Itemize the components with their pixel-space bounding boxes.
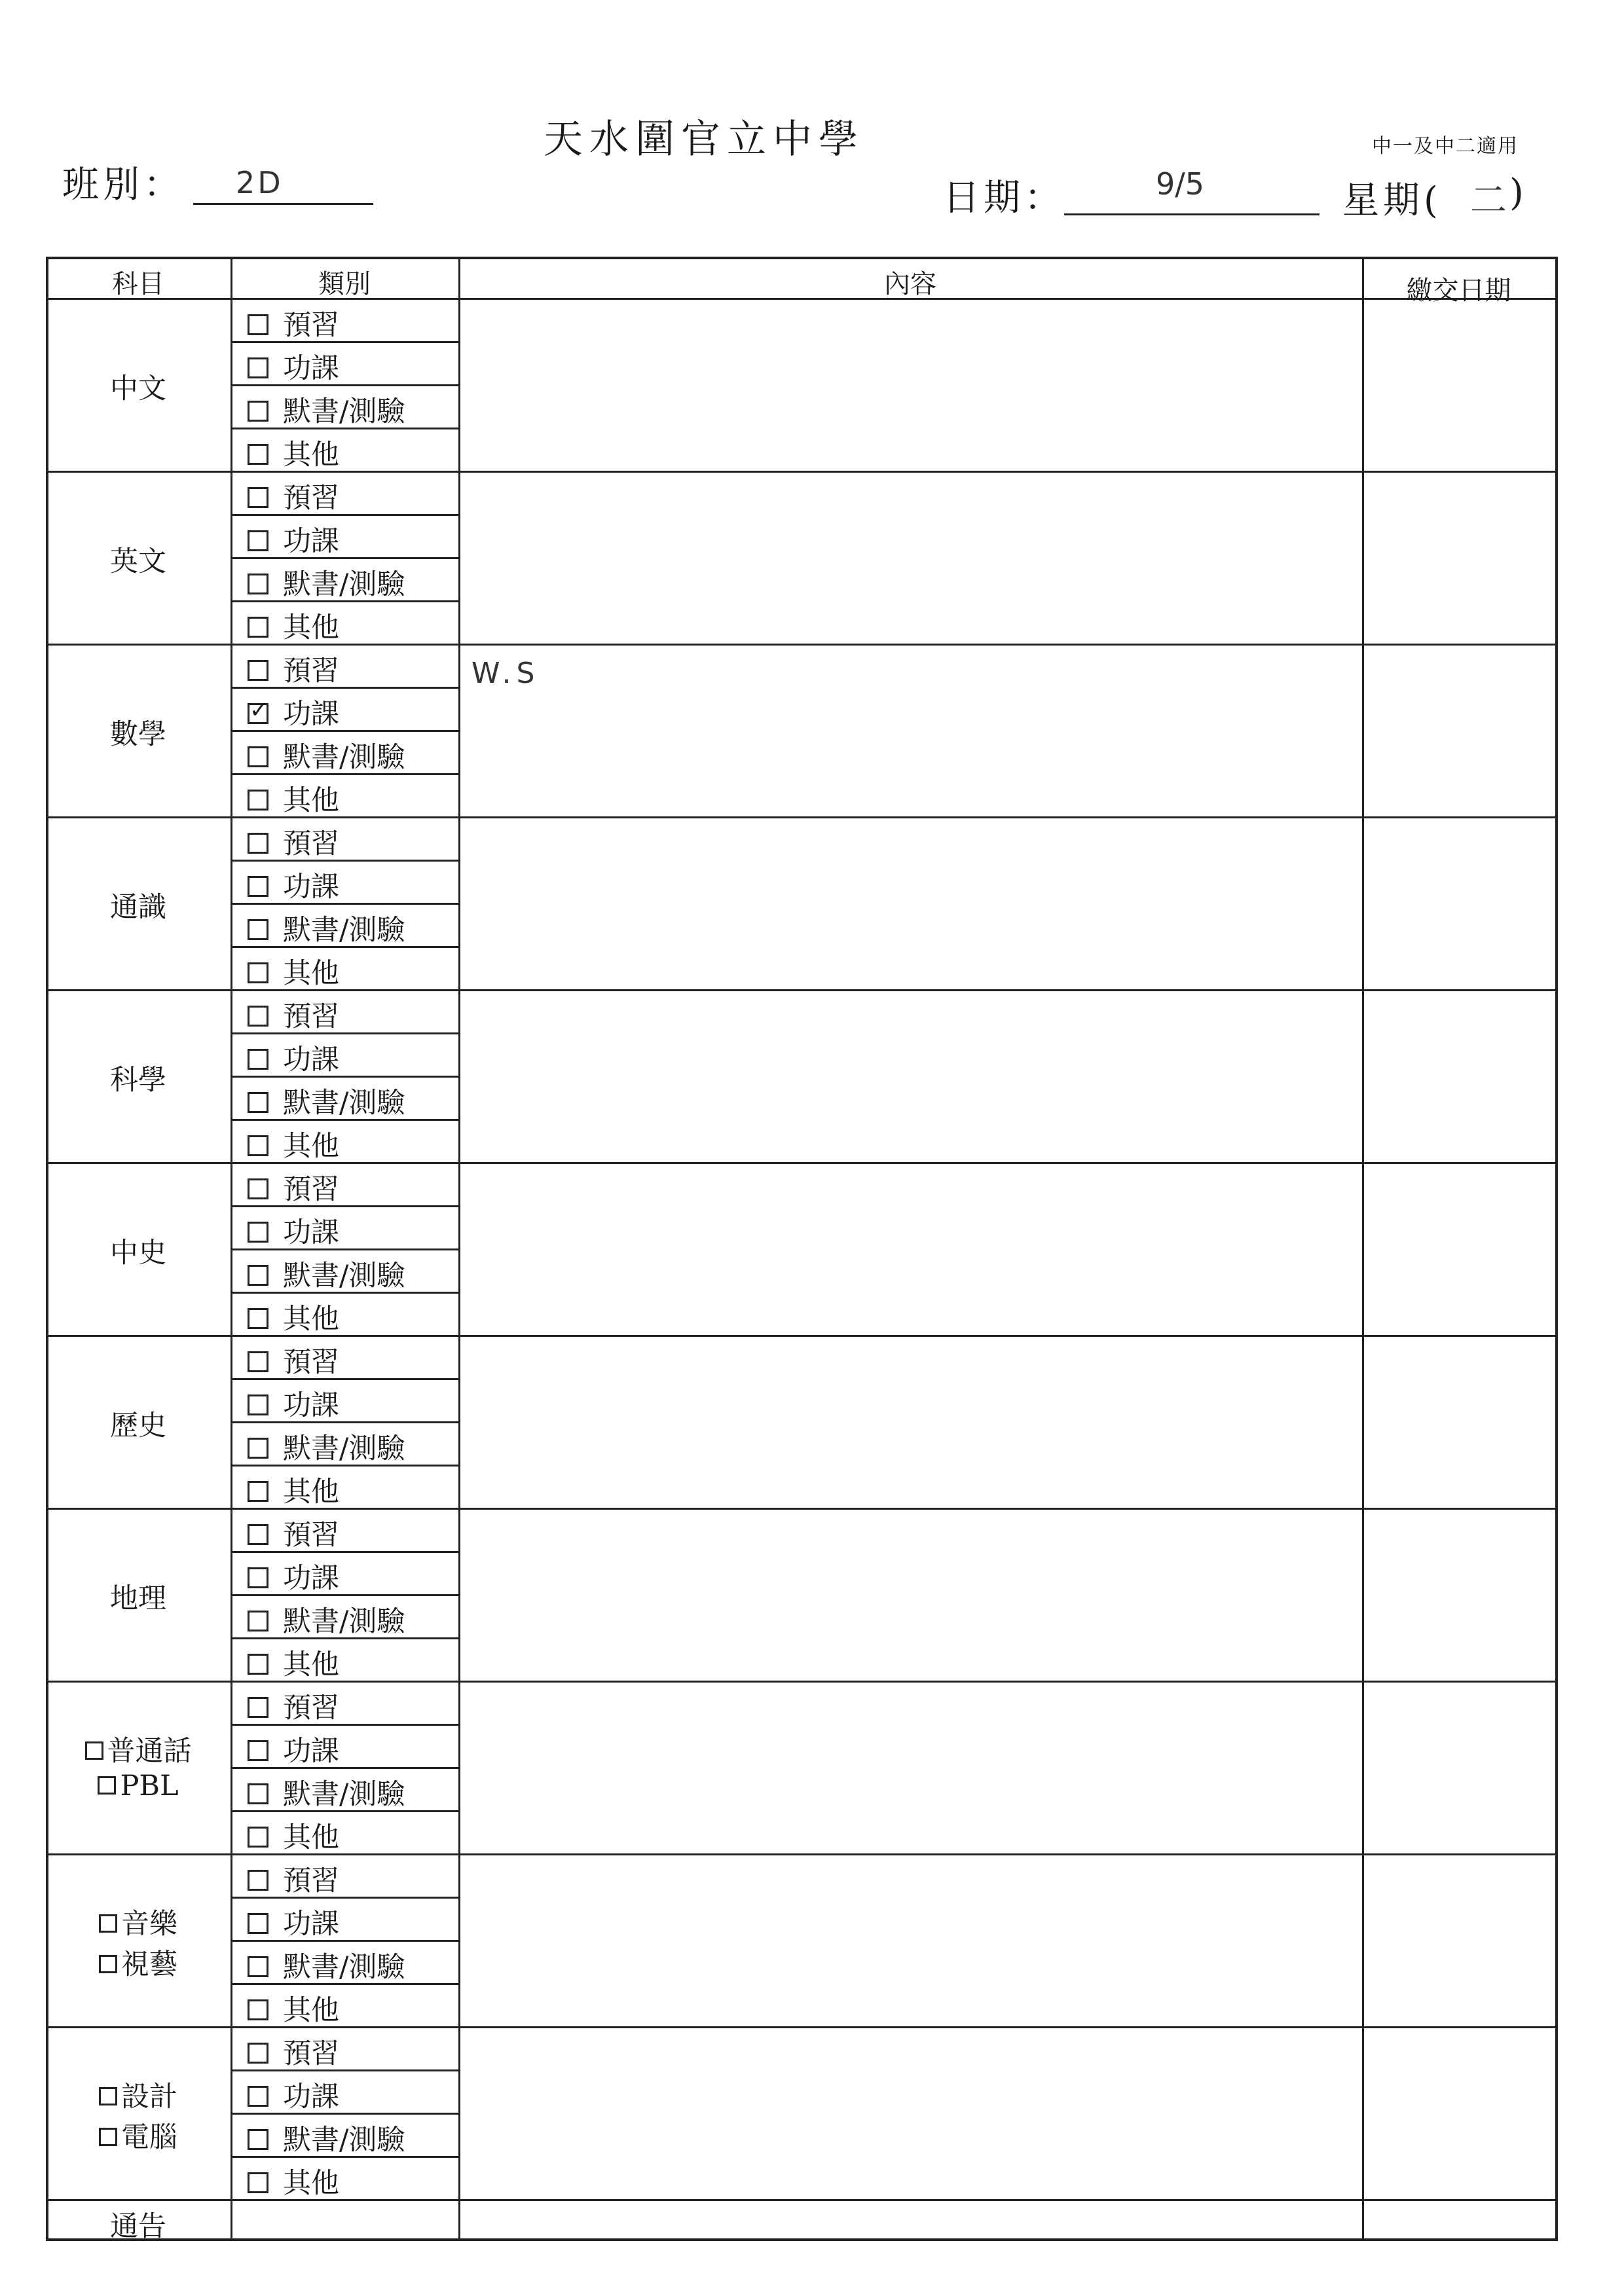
date-label: 日期： [943,177,1065,219]
checkbox[interactable] [248,401,268,422]
checkbox[interactable] [248,2172,268,2193]
category-option[interactable] [248,951,339,991]
category-option[interactable] [248,1686,339,1726]
category-label: 功課 [283,352,339,385]
table-right-border [1555,257,1558,2241]
category-label: 功課 [283,525,339,558]
subject-name-label: 歷史 [110,1410,166,1442]
category-option[interactable] [248,1599,405,1639]
category-label: 預習 [283,1865,339,1897]
class-value: 2D [236,165,284,200]
checkbox[interactable] [248,660,268,681]
category-option[interactable] [248,2118,405,2158]
category-label: 默書/測驗 [283,568,405,601]
checkbox[interactable] [248,833,268,854]
category-option[interactable] [248,1902,339,1942]
subject-name [46,1404,231,1444]
applies-to-note: 中一及中二適用 [1372,135,1519,158]
date-value: 9/5 [1156,166,1205,202]
checkbox[interactable] [248,1438,268,1459]
category-label: 其他 [283,1821,339,1854]
category-label: 其他 [283,1994,339,2027]
subject-name-label: 英文 [110,545,166,578]
category-label: 預習 [283,1692,339,1724]
subject-checkbox[interactable] [98,1776,116,1795]
category-label: 功課 [283,1735,339,1768]
subject-name[interactable] [46,1902,231,1942]
category-label: 其他 [283,1130,339,1163]
checkbox[interactable] [248,1956,268,1977]
table-bottom-border [46,2238,1555,2241]
category-option[interactable] [248,778,339,818]
category-option[interactable] [248,1513,339,1553]
checkbox[interactable] [248,790,268,811]
category-label: 其他 [283,1649,339,1681]
subject-name[interactable] [46,1729,231,1769]
weekday-label: 星期( [1342,179,1442,222]
subject-name-label: 通識 [110,891,166,924]
checkbox[interactable] [248,1697,268,1718]
category-label: 其他 [283,1303,339,1336]
category-option[interactable] [248,822,339,862]
checkbox[interactable] [248,1999,268,2020]
category-label: 功課 [283,698,339,731]
category-option[interactable] [248,1038,339,1078]
category-label: 默書/測驗 [283,1778,405,1811]
subject-name [46,539,231,579]
checkbox[interactable] [248,876,268,897]
header-category: 類別 [318,269,371,299]
category-label: 默書/測驗 [283,1951,405,1984]
category-option[interactable] [248,433,339,473]
content-cell-text[interactable]: W.S [471,657,540,690]
category-option[interactable] [248,1254,405,1294]
checkbox[interactable] [248,2043,268,2064]
checkbox[interactable] [248,1308,268,1329]
subject-name[interactable] [46,1770,231,1802]
table-top-border [46,257,1555,259]
subject-name-label: 視藝 [121,1948,177,1981]
subject-name[interactable] [46,2115,231,2155]
column-divider-content [1362,257,1364,2238]
category-option[interactable] [248,1815,339,1855]
subject-name-label: 中文 [110,373,166,405]
category-label: 功課 [283,1389,339,1422]
subject-name-label: 電腦 [121,2121,177,2154]
category-option[interactable] [248,1729,339,1769]
subject-name [46,1231,231,1271]
category-option[interactable] [248,1167,339,1207]
checkbox[interactable] [248,530,268,551]
category-label: 其他 [283,784,339,817]
checkbox[interactable] [248,1135,268,1156]
checkbox[interactable] [248,444,268,465]
subject-checkbox[interactable] [99,1914,117,1933]
category-option[interactable] [248,476,339,516]
category-option[interactable] [248,346,339,386]
checkbox[interactable] [248,357,268,378]
category-option[interactable] [248,735,405,775]
subject-name[interactable] [46,2075,231,2115]
category-option[interactable] [248,303,339,343]
category-label: 預習 [283,655,339,687]
subject-name-label: 音樂 [121,1908,177,1941]
category-option[interactable] [248,519,339,559]
category-label: 預習 [283,1000,339,1033]
checkbox[interactable] [248,487,268,508]
school-name: 天水圍官立中學 [544,117,864,162]
notice-label: 通告 [110,2210,166,2243]
category-label: 其他 [283,439,339,471]
category-label: 預習 [283,828,339,860]
category-label: 預習 [283,482,339,515]
category-option[interactable] [248,865,339,905]
category-label: 功課 [283,2081,339,2113]
subject-checkbox[interactable] [99,2128,117,2146]
subject-name-label: 數學 [110,718,166,751]
weekday-value: 二 [1470,179,1507,222]
category-label: 默書/測驗 [283,741,405,774]
category-option[interactable] [248,1297,339,1337]
checkbox[interactable] [248,2086,268,2107]
category-option[interactable] [248,1643,339,1683]
category-label: 默書/測驗 [283,1260,405,1292]
category-label: 默書/測驗 [283,395,405,428]
subject-name [46,1058,231,1098]
checkbox[interactable] [248,1611,268,1631]
category-option[interactable] [248,2161,339,2201]
checkbox[interactable] [248,1006,268,1027]
weekday-close: ) [1509,172,1528,214]
category-option[interactable] [248,2032,339,2071]
checkbox[interactable] [248,962,268,983]
checkbox[interactable] [248,1394,268,1415]
checkbox[interactable] [248,1351,268,1372]
checkbox[interactable] [248,1092,268,1113]
checkbox[interactable] [248,1870,268,1891]
subject-name-label: 普通話 [107,1735,192,1768]
checkbox[interactable] [248,1827,268,1848]
category-option[interactable] [248,1383,339,1423]
category-option[interactable] [248,390,405,429]
header-content: 內容 [884,269,936,299]
checkbox[interactable] [248,746,268,767]
category-option[interactable] [248,2075,339,2115]
category-label: 預習 [283,309,339,342]
checkbox[interactable] [248,1481,268,1502]
category-label: 功課 [283,1216,339,1249]
header-due-date: 繳交日期 [1406,276,1511,306]
subject-name [46,367,231,407]
subject-name-label: 科學 [110,1064,166,1097]
category-option[interactable] [248,1470,339,1510]
category-label: 默書/測驗 [283,2124,405,2157]
checkbox[interactable] [248,1265,268,1286]
category-option[interactable] [248,562,405,602]
category-option[interactable] [248,649,339,689]
subject-name-label: 中史 [110,1237,166,1269]
category-label: 預習 [283,1519,339,1552]
category-option[interactable] [248,1124,339,1164]
checkbox[interactable] [248,1049,268,1070]
category-label: 預習 [283,2037,339,2070]
column-divider-category [458,257,460,2238]
category-label: 預習 [283,1173,339,1206]
checkbox[interactable] [248,2129,268,2150]
subject-name-label: PBL [120,1770,179,1802]
category-label: 默書/測驗 [283,1087,405,1120]
checkbox[interactable] [248,1783,268,1804]
category-label: 其他 [283,2167,339,2200]
category-option[interactable] [248,1859,339,1899]
category-label: 其他 [283,957,339,990]
subject-name-label: 地理 [110,1582,166,1615]
category-label: 默書/測驗 [283,914,405,947]
category-label: 其他 [283,611,339,644]
checkbox[interactable] [248,1740,268,1761]
category-option[interactable] [248,606,339,646]
category-label: 功課 [283,1908,339,1941]
checkbox[interactable] [248,1654,268,1675]
category-option[interactable] [248,994,339,1034]
category-option[interactable] [248,1211,339,1250]
class-label: 班別： [62,164,184,206]
checkbox[interactable] [248,314,268,335]
category-option[interactable] [248,1945,405,1985]
category-label: 默書/測驗 [283,1605,405,1638]
checkbox[interactable] [248,703,268,724]
header-subject: 科目 [112,269,164,299]
category-label: 默書/測驗 [283,1432,405,1465]
category-option[interactable] [248,1772,405,1812]
category-option[interactable] [248,692,339,732]
subject-name[interactable] [46,1942,231,1982]
subject-checkbox[interactable] [99,2087,117,2105]
category-label: 其他 [283,1476,339,1508]
checkbox[interactable] [248,1913,268,1934]
category-label: 功課 [283,1044,339,1076]
subject-checkbox[interactable] [99,1955,117,1973]
category-option[interactable] [248,1988,339,2028]
subject-name [46,885,231,925]
checkbox[interactable] [248,1567,268,1588]
category-label: 預習 [283,1346,339,1379]
checkbox[interactable] [248,617,268,638]
category-option[interactable] [248,908,405,948]
checkbox[interactable] [248,1222,268,1243]
category-option[interactable] [248,1556,339,1596]
checkbox[interactable] [248,1178,268,1199]
category-label: 功課 [283,1562,339,1595]
checkbox[interactable] [248,919,268,940]
subject-name [46,1576,231,1616]
checkbox[interactable] [248,574,268,594]
checkbox[interactable] [248,1524,268,1545]
category-option[interactable] [248,1081,405,1121]
category-option[interactable] [248,1340,339,1380]
category-label: 功課 [283,871,339,903]
subject-checkbox[interactable] [85,1741,103,1760]
category-option[interactable] [248,1427,405,1467]
subject-name-label: 設計 [121,2081,177,2113]
subject-name [46,712,231,752]
